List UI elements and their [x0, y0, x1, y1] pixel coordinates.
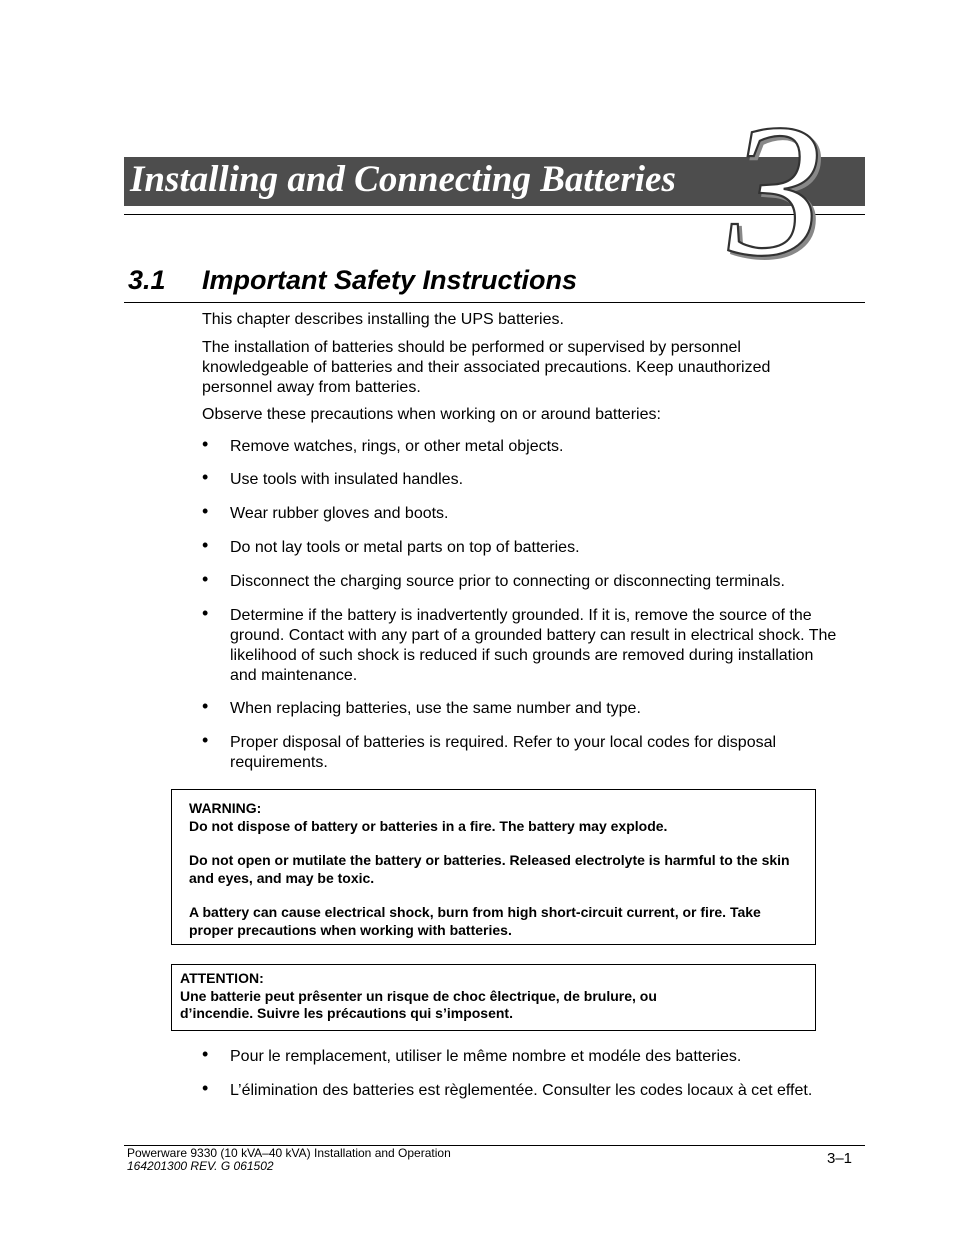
list-item-text: Determine if the battery is inadvertently grounded. If it is, remove the source of the ground. Contact with any part of a grounded battery can result in electrical shock. The likelihood of such shock is reduced if such grounds are removed during installation and maintenance. — [230, 607, 837, 684]
intro-paragraph: The installation of batteries should be performed or supervised by personnel knowledgeable of batteries and their associated precautions. Keep unauthorized personnel away from batteries. — [202, 339, 771, 396]
chapter-number-graphic — [718, 110, 838, 270]
warning-label: WARNING: — [189, 800, 262, 816]
footer-document-title: Powerware 9330 (10 kVA–40 kVA) Installation and Operation — [127, 1146, 451, 1160]
attention-box — [171, 964, 816, 1031]
list-item — [202, 501, 842, 524]
list-item — [202, 696, 842, 719]
intro-paragraph: Observe these precautions when working on or around batteries: — [202, 406, 661, 423]
bullet-icon: • — [202, 696, 209, 716]
attention-text: Une batterie peut prêsenter un risque de choc êlectrique, de brulure, ou d’incendie. Suivre les précautions qui s’imposent. — [180, 987, 657, 1021]
section-number: 3.1 — [128, 265, 166, 295]
chapter-title: Installing and Connecting Batteries — [130, 159, 676, 200]
warning-text: Do not open or mutilate the battery or batteries. Released electrolyte is harmful to the skin and eyes, and may be toxic. — [189, 852, 790, 886]
list-item-text: Wear rubber gloves and boots. — [230, 505, 449, 522]
list-item-text: Pour le remplacement, utiliser le même nombre et modéle des batteries. — [230, 1048, 742, 1065]
list-item-text: Do not lay tools or metal parts on top of batteries. — [230, 539, 580, 556]
bullet-icon: • — [202, 730, 209, 750]
section-heading — [128, 265, 577, 296]
list-item-text: L’élimination des batteries est règlementée. Consulter les codes locaux à cet effet. — [230, 1082, 813, 1099]
bullet-icon: • — [202, 1044, 209, 1064]
section-title: Important Safety Instructions — [202, 265, 578, 295]
list-item-text: Remove watches, rings, or other metal objects. — [230, 438, 564, 455]
list-item — [202, 1078, 842, 1101]
list-item — [202, 569, 842, 592]
bullet-icon: • — [202, 467, 209, 487]
list-item — [202, 1044, 842, 1067]
warning-box — [171, 789, 816, 945]
warning-text: Do not dispose of battery or batteries in a fire. The battery may explode. — [189, 817, 668, 834]
list-item — [202, 535, 842, 558]
chapter-number-text: 3 — [728, 110, 824, 270]
bullet-icon: • — [202, 535, 209, 555]
list-item-text: Proper disposal of batteries is required. Refer to your local codes for disposal requirements. — [230, 734, 777, 771]
list-item-text: Disconnect the charging source prior to connecting or disconnecting terminals. — [230, 573, 785, 590]
intro-paragraph: This chapter describes installing the UPS batteries. — [202, 311, 564, 328]
warning-text: A battery can cause electrical shock, burn from high short-circuit current, or fire. Take proper precautions when working with batteries. — [189, 904, 761, 938]
list-item — [202, 434, 842, 457]
list-item — [202, 603, 842, 686]
attention-label: ATTENTION: — [180, 970, 264, 986]
section-rule — [124, 302, 865, 303]
bullet-icon: • — [202, 603, 209, 623]
list-item — [202, 467, 842, 490]
list-item — [202, 730, 842, 773]
list-item-text: When replacing batteries, use the same number and type. — [230, 700, 641, 717]
bullet-icon: • — [202, 501, 209, 521]
list-item-text: Use tools with insulated handles. — [230, 471, 464, 488]
bullet-icon: • — [202, 1078, 209, 1098]
bullet-icon: • — [202, 569, 209, 589]
page-number: 3–1 — [827, 1150, 853, 1167]
footer-document-id: 164201300 REV. G 061502 — [127, 1159, 274, 1173]
bullet-icon: • — [202, 434, 209, 454]
